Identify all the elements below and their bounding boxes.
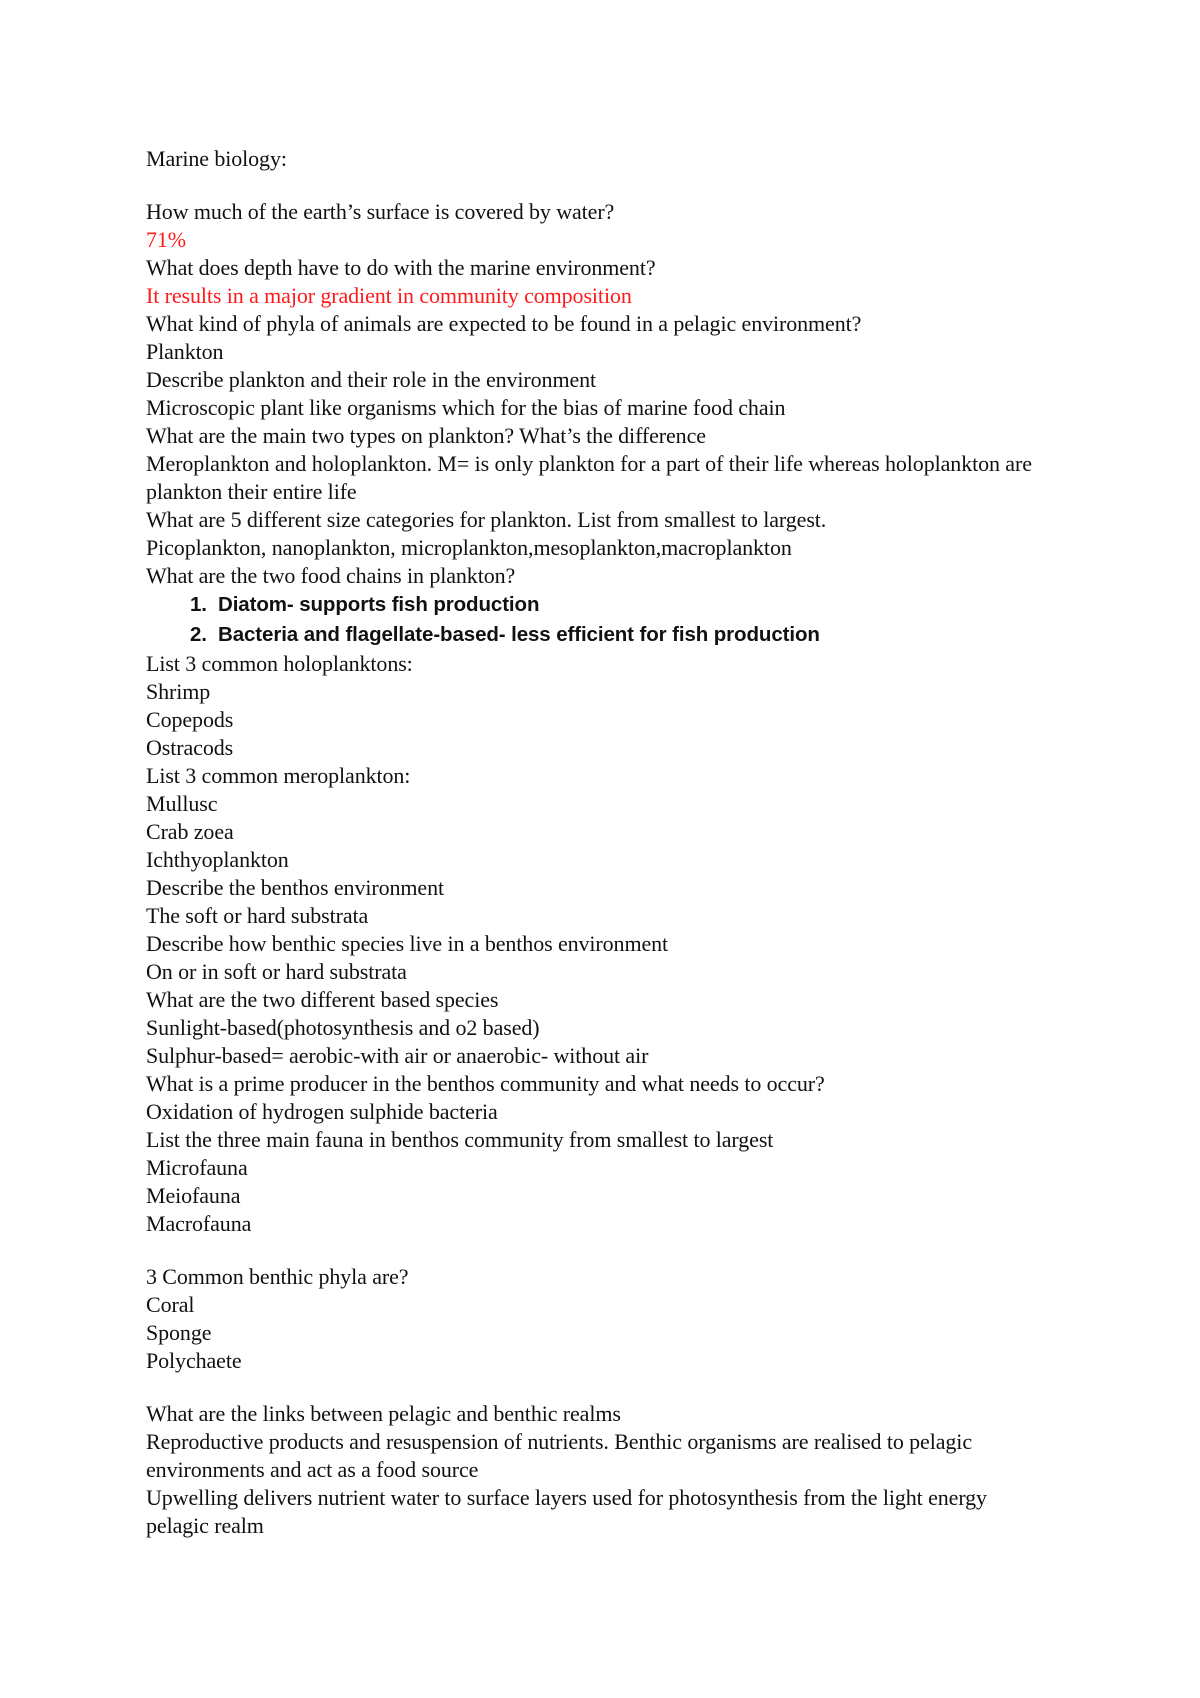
question-benthic-living: Describe how benthic species live in a benthos environment (146, 931, 669, 956)
answer-plankton-types: Meroplankton and holoplankton. M= is only plankton for a part of their life whereas holoplankton are plankton their entire life (146, 451, 1032, 504)
answer-line: Coral (146, 1292, 195, 1317)
question-food-chains: What are the two food chains in plankton? (146, 563, 516, 588)
question-benthos-environment: Describe the benthos environment (146, 875, 444, 900)
answer-line: Mullusc (146, 791, 218, 816)
answer-line: Polychaete (146, 1348, 242, 1373)
question-holoplanktons: List 3 common holoplanktons: (146, 651, 413, 676)
list-item (146, 590, 1046, 620)
answer-line: Sunlight-based(photosynthesis and o2 based) (146, 1015, 540, 1040)
section-plankton (146, 198, 1046, 1238)
list-number: 1. (190, 593, 207, 616)
document-title: Marine biology: (146, 146, 287, 171)
question-plankton-types: What are the main two types on plankton? What’s the difference (146, 423, 706, 448)
answer-line: Copepods (146, 707, 234, 732)
answer-describe-plankton: Microscopic plant like organisms which for the bias of marine food chain (146, 395, 786, 420)
question-depth: What does depth have to do with the marine environment? (146, 255, 656, 280)
answer-line: Ichthyoplankton (146, 847, 289, 872)
answer-line: Upwelling delivers nutrient water to surface layers used for photosynthesis from the light energy pelagic realm (146, 1485, 987, 1538)
section-realm-links (146, 1400, 1046, 1540)
answer-depth: It results in a major gradient in community composition (146, 283, 632, 308)
answer-line: Sulphur-based= aerobic-with air or anaerobic- without air (146, 1043, 649, 1068)
food-chain-list (146, 590, 1046, 650)
question-benthic-phyla: 3 Common benthic phyla are? (146, 1264, 409, 1289)
answer-size-categories: Picoplankton, nanoplankton, microplankton,mesoplankton,macroplankton (146, 535, 792, 560)
answer-line: Microfauna (146, 1155, 248, 1180)
question-meroplankton: List 3 common meroplankton: (146, 763, 411, 788)
question-fauna: List the three main fauna in benthos community from smallest to largest (146, 1127, 774, 1152)
answer-line: Meiofauna (146, 1183, 241, 1208)
answer-pelagic-phyla: Plankton (146, 339, 224, 364)
question-prime-producer: What is a prime producer in the benthos community and what needs to occur? (146, 1071, 825, 1096)
list-item-text: Bacteria and flagellate-based- less efficient for fish production (218, 623, 820, 646)
document-body (146, 145, 1046, 1540)
question-pelagic-phyla: What kind of phyla of animals are expected to be found in a pelagic environment? (146, 311, 862, 336)
list-item (146, 620, 1046, 650)
answer-line: Crab zoea (146, 819, 234, 844)
section-benthic-phyla (146, 1263, 1046, 1375)
answer-line: Oxidation of hydrogen sulphide bacteria (146, 1099, 498, 1124)
question-water-coverage: How much of the earth’s surface is covered by water? (146, 199, 615, 224)
question-size-categories: What are 5 different size categories for plankton. List from smallest to largest. (146, 507, 827, 532)
list-item-text: Diatom- supports fish production (218, 593, 540, 616)
answer-line: Reproductive products and resuspension of nutrients. Benthic organisms are realised to pelagic environments and act as a food source (146, 1429, 972, 1482)
answer-line: Ostracods (146, 735, 234, 760)
answer-line: On or in soft or hard substrata (146, 959, 407, 984)
question-realm-links: What are the links between pelagic and benthic realms (146, 1401, 621, 1426)
answer-line: Macrofauna (146, 1211, 252, 1236)
list-number: 2. (190, 623, 207, 646)
answer-line: The soft or hard substrata (146, 903, 369, 928)
question-based-species: What are the two different based species (146, 987, 499, 1012)
answer-water-coverage: 71% (146, 227, 187, 252)
answer-line: Sponge (146, 1320, 212, 1345)
question-describe-plankton: Describe plankton and their role in the environment (146, 367, 597, 392)
answer-line: Shrimp (146, 679, 211, 704)
